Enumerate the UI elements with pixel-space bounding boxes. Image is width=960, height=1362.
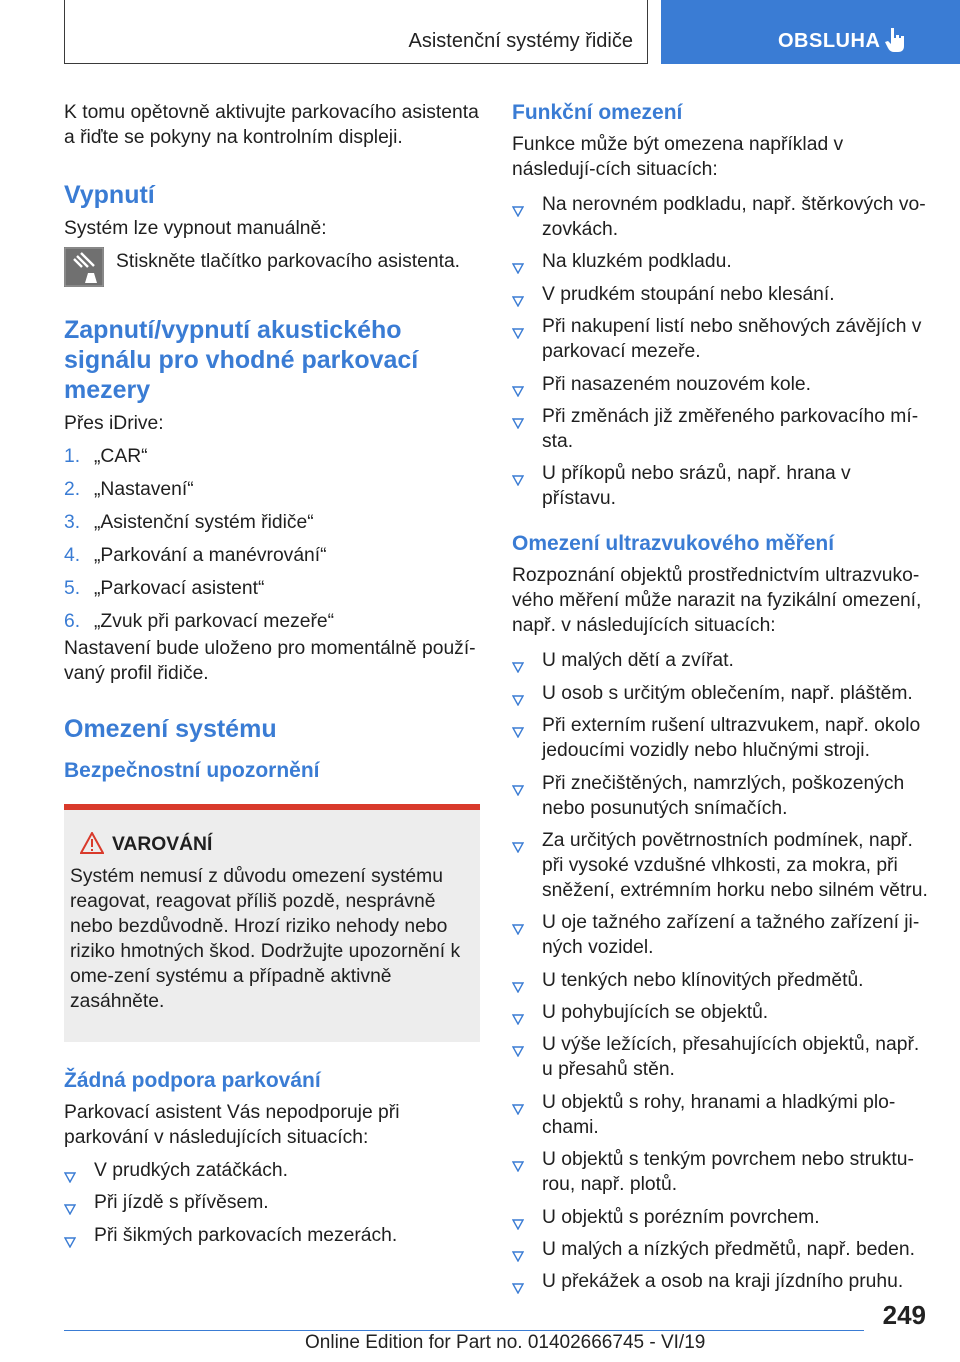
list-item: Na nerovném podkladu, např. štěrkových vo-zovkách.	[512, 192, 928, 242]
triangle-bullet-icon	[64, 1165, 76, 1190]
triangle-bullet-icon	[512, 1212, 524, 1237]
signal-note: Nastavení bude uloženo pro momentálně použí-vaný profil řidiče.	[64, 638, 476, 684]
parking-assistant-button-icon	[64, 247, 104, 292]
list-item: 5. „Parkovací asistent“	[64, 578, 265, 599]
heading-signal: Zapnutí/vypnutí akustického signálu pro vhodné parkovací mezery	[64, 316, 419, 404]
list-item: U malých dětí a zvířat.	[512, 648, 928, 673]
list-item: Za určitých povětrnostních podmínek, např. při vysoké vzdušné vlhkosti, za mokra, při sněžení, extrémním horku nebo silném větru.	[512, 828, 928, 903]
triangle-bullet-icon	[512, 1039, 524, 1064]
list-item: U objektů s rohy, hranami a hladkými plo-chami.	[512, 1090, 928, 1140]
triangle-bullet-icon	[512, 468, 524, 493]
list-item: Při šikmých parkovacích mezerách.	[64, 1223, 480, 1248]
footer-divider	[64, 1330, 864, 1331]
ultra-limits-list	[512, 648, 928, 1294]
list-item: U překážek a osob na kraji jízdního pruhu.	[512, 1269, 928, 1294]
list-item: 1. „CAR“	[64, 446, 148, 467]
left-column	[64, 100, 480, 1255]
triangle-bullet-icon	[512, 688, 524, 713]
list-item: V prudkých zatáčkách.	[64, 1158, 480, 1183]
list-item: Při nakupení listí nebo sněhových závějích v parkovací mezeře.	[512, 314, 928, 364]
triangle-bullet-icon	[512, 289, 524, 314]
list-item: U oje tažného zařízení a tažného zařízení ji-ných vozidel.	[512, 910, 928, 960]
triangle-bullet-icon	[512, 975, 524, 1000]
list-item: 2. „Nastavení“	[64, 479, 194, 500]
off-button-instruction	[64, 249, 480, 293]
list-item: 4. „Parkování a manévrování“	[64, 545, 327, 566]
triangle-bullet-icon	[512, 411, 524, 436]
list-item: U pohybujících se objektů.	[512, 1000, 928, 1025]
right-column	[512, 100, 928, 1302]
signal-intro: Přes iDrive:	[64, 413, 164, 434]
triangle-bullet-icon	[512, 917, 524, 942]
triangle-bullet-icon	[512, 199, 524, 224]
list-item: Při externím rušení ultrazvukem, např. okolo jedoucími vozidly nebo hlučnými stroji.	[512, 713, 928, 763]
header-tab-label: OBSLUHA	[778, 30, 881, 52]
list-item: 3. „Asistenční systém řidiče“	[64, 512, 314, 533]
func-limits-list	[512, 192, 928, 511]
list-item: U tenkých nebo klínovitých předmětů.	[512, 968, 928, 993]
warning-header	[70, 832, 474, 860]
header-section-title: Asistenční systémy řidiče	[408, 30, 633, 52]
triangle-bullet-icon	[64, 1197, 76, 1222]
hand-pointer-icon	[885, 26, 907, 59]
page-number: 249	[882, 1300, 926, 1330]
warning-title: VAROVÁNÍ	[112, 834, 213, 855]
list-item: Při jízdě s přívěsem.	[64, 1190, 480, 1215]
heading-vypnuti: Vypnutí	[64, 181, 155, 209]
triangle-bullet-icon	[512, 1007, 524, 1032]
list-item: Při nasazeném nouzovém kole.	[512, 372, 928, 397]
triangle-bullet-icon	[512, 1244, 524, 1269]
triangle-bullet-icon	[512, 379, 524, 404]
list-item: Při znečištěných, namrzlých, poškozených nebo posunutých snímačích.	[512, 771, 928, 821]
triangle-bullet-icon	[512, 1154, 524, 1179]
off-text: Systém lze vypnout manuálně:	[64, 218, 327, 239]
footer-edition: Online Edition for Part no. 01402666745 - VI/19	[305, 1332, 706, 1353]
triangle-bullet-icon	[64, 1230, 76, 1255]
triangle-bullet-icon	[512, 835, 524, 860]
warning-box	[64, 804, 480, 1042]
list-item: U příkopů nebo srázů, např. hrana v přístavu.	[512, 461, 928, 511]
list-item: Při změnách již změřeného parkovacího mí-sta.	[512, 404, 928, 454]
heading-zadna-podpora: Žádná podpora parkování	[64, 1069, 321, 1092]
list-item: U malých a nízkých předmětů, např. beden.	[512, 1237, 928, 1262]
off-button-text: Stiskněte tlačítko parkovacího asistenta.	[116, 251, 461, 272]
warning-text: Systém nemusí z důvodu omezení systému reagovat, reagovat příliš pozdě, nesprávně nebo bezdůvodně. Hrozí riziko nehody nebo riziko hmotných škod. Dodržujte upozornění k ome-zení systému a případně aktivně zasáhněte.	[70, 866, 461, 1012]
list-item: U osob s určitým oblečením, např. pláštěm.	[512, 681, 928, 706]
header-tab[interactable]	[661, 0, 960, 64]
triangle-bullet-icon	[512, 778, 524, 803]
triangle-bullet-icon	[512, 1276, 524, 1301]
triangle-bullet-icon	[512, 720, 524, 745]
list-item: 6. „Zvuk při parkovací mezeře“	[64, 611, 335, 632]
list-item: Na kluzkém podkladu.	[512, 249, 928, 274]
func-text: Funkce může být omezena například v následují-cích situacích:	[512, 134, 844, 180]
triangle-bullet-icon	[512, 321, 524, 346]
heading-omezeni-systemu: Omezení systému	[64, 715, 277, 743]
list-item: V prudkém stoupání nebo klesání.	[512, 282, 928, 307]
idrive-steps-list	[64, 444, 480, 642]
intro-paragraph: K tomu opětovně aktivujte parkovacího asistenta a řiďte se pokyny na kontrolním displeji.	[64, 102, 479, 148]
triangle-bullet-icon	[512, 256, 524, 281]
heading-ultrazvuk: Omezení ultrazvukového měření	[512, 532, 835, 556]
list-item: U výše ležících, přesahujících objektů, např. u přesahů stěn.	[512, 1032, 928, 1082]
no-support-text: Parkovací asistent Vás nepodporuje při parkování v následujících situacích:	[64, 1102, 400, 1148]
heading-funkcni-omezeni: Funkční omezení	[512, 101, 683, 124]
list-item: U objektů s tenkým povrchem nebo struktu-rou, např. plotů.	[512, 1147, 928, 1197]
triangle-bullet-icon	[512, 655, 524, 680]
list-item: U objektů s porézním povrchem.	[512, 1205, 928, 1230]
no-support-list	[64, 1158, 480, 1248]
ultra-text: Rozpoznání objektů prostřednictvím ultrazvuko-vého měření může narazit na fyzikální omezení, např. v následujících situacích:	[512, 565, 922, 637]
triangle-bullet-icon	[512, 1097, 524, 1122]
warning-triangle-icon	[80, 832, 104, 859]
heading-bezpecnostni-upozorneni: Bezpečnostní upozornění	[64, 759, 320, 782]
header-section-box	[64, 0, 648, 64]
